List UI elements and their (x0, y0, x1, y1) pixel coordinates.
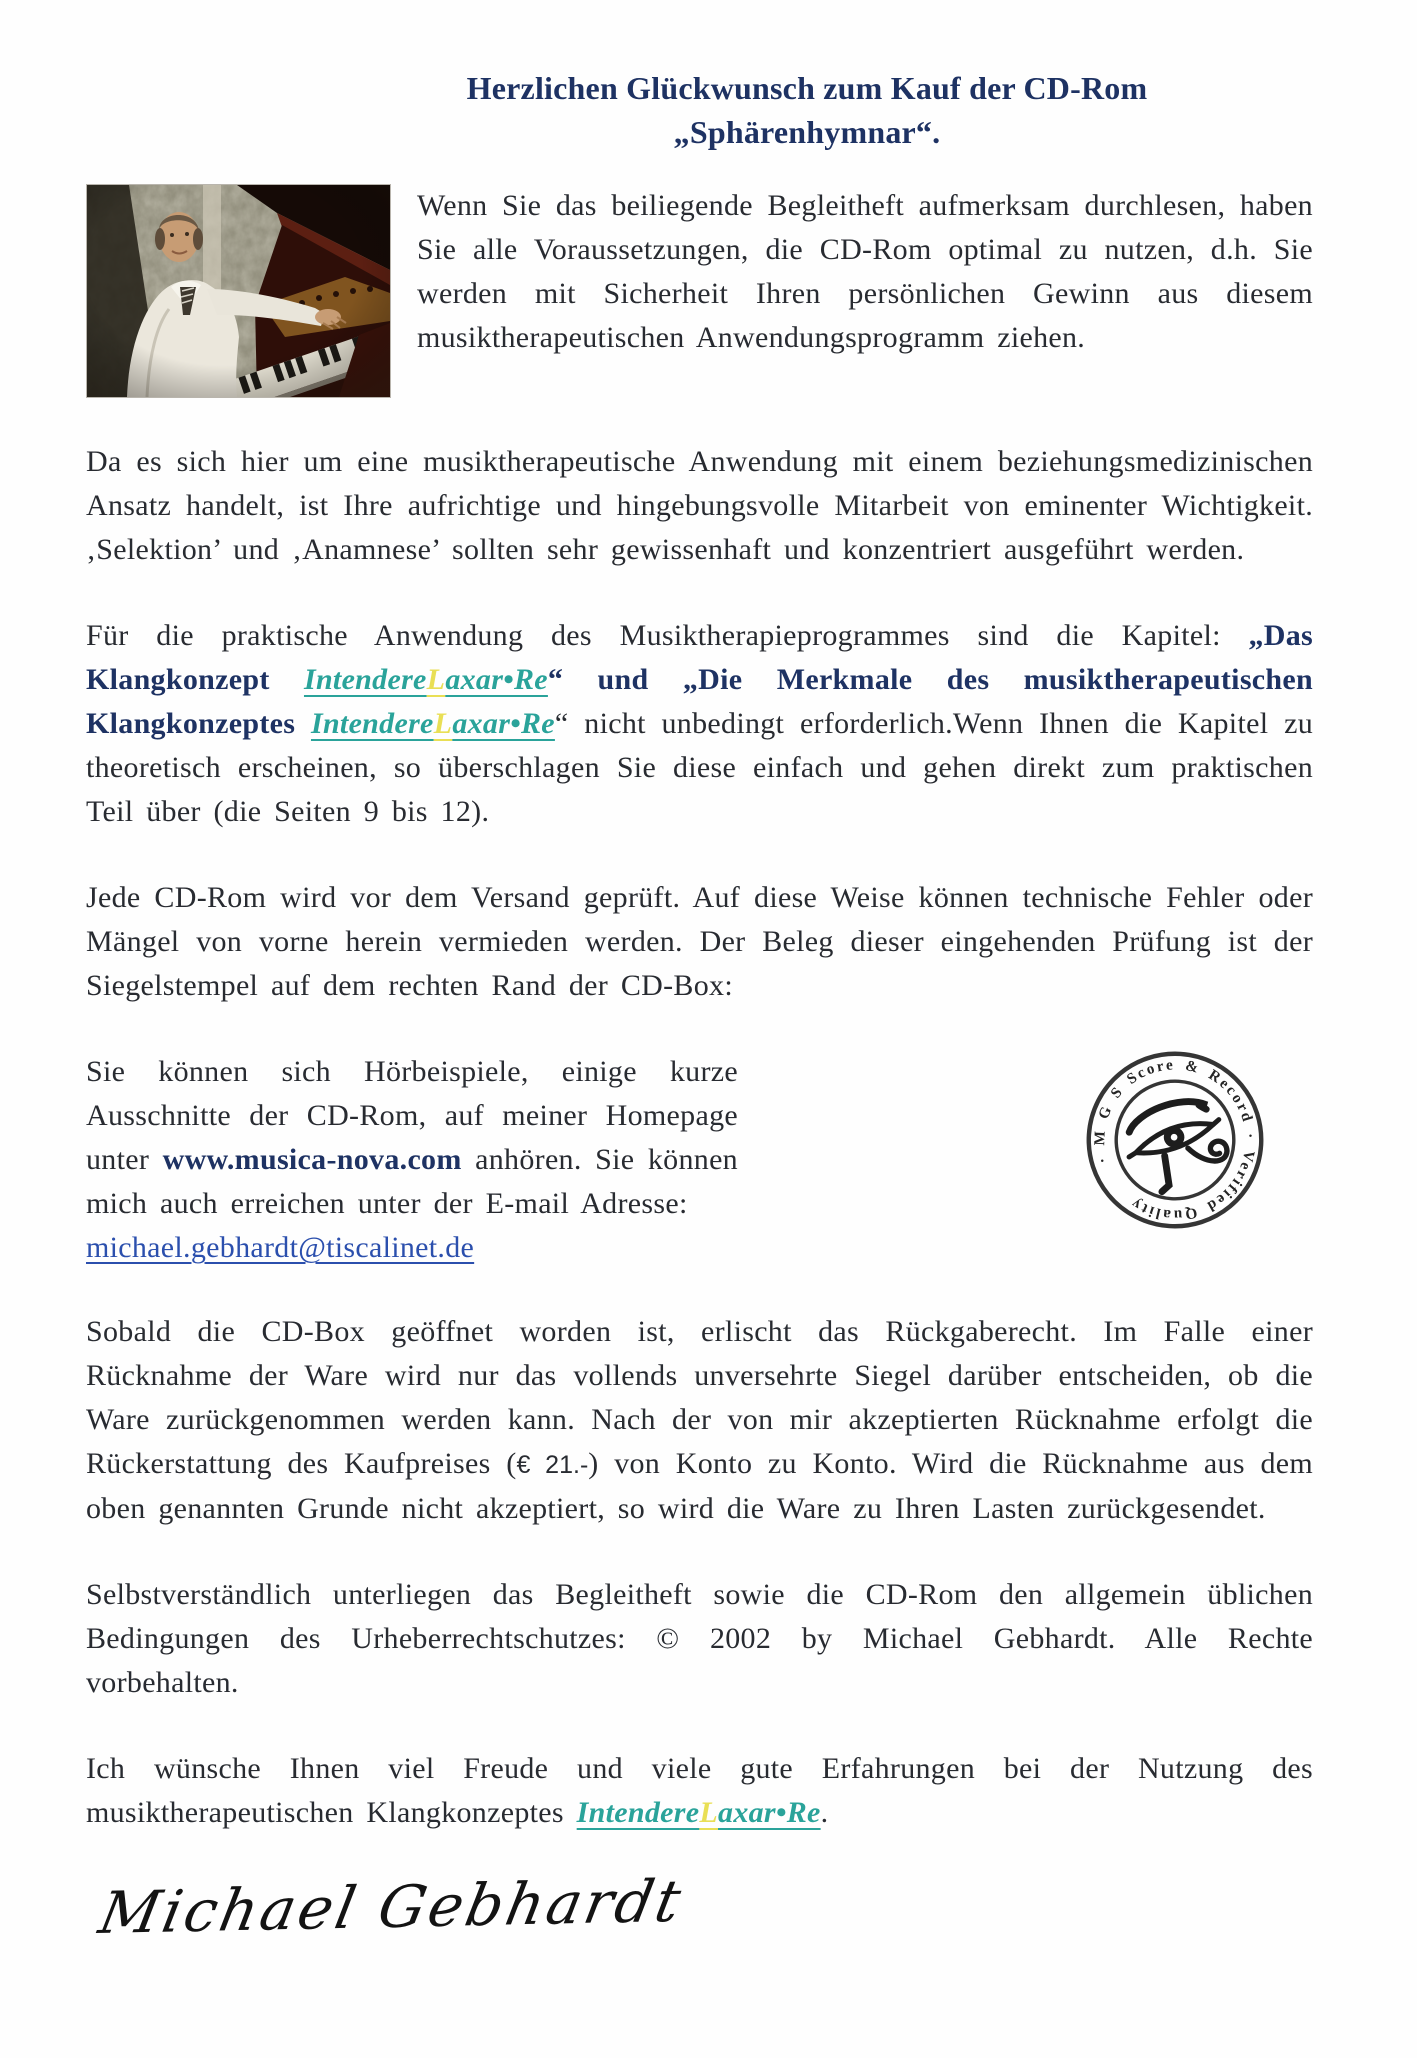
intendere-laxar-re-link-1[interactable] (304, 663, 548, 696)
author-piano-photo (86, 184, 391, 398)
kapitel-bold-die-merkmale: „Die Merkmale des musiktherapeutischen Klangkonzeptes (86, 663, 1313, 740)
kapitel-rest-text: “ nicht unbedingt erforderlich.Wenn Ihnen die Kapitel zu theoretisch erscheinen, so überschlagen Sie diese einfach und gehen direkt zum praktischen Teil über (die Seiten 9 bis 12). (86, 707, 1313, 828)
paragraph-hoerbeispiele (86, 1050, 738, 1270)
paragraph-intro: Wenn Sie das beiliegende Begleitheft aufmerksam durchlesen, haben Sie alle Voraussetzungen, die CD-Rom optimal zu nutzen, d.h. Sie werden mit Sicherheit Ihren persönlichen Gewinn aus diesem musiktherapeutischen Anwendungsprogramm ziehen. (417, 189, 1313, 354)
link-segment-teal: Intendere (576, 1796, 700, 1829)
paragraph-mitarbeit: Da es sich hier um eine musiktherapeutische Anwendung mit einem beziehungsmedizinischen Ansatz handelt, ist Ihre aufrichtige und hingebungsvolle Mitarbeit von eminenter Wichtigkeit. ‚Selektion’ und ‚Anamnese’ sollten sehr gewissenhaft und konzentriert ausgeführt werden. (86, 445, 1313, 566)
title-line-1: Herzlichen Glückwunsch zum Kauf der CD-Rom (466, 70, 1148, 106)
link-segment-teal: axar•Re (452, 707, 555, 740)
author-piano-photo-art (87, 185, 390, 397)
price-value: € 21.- (516, 1451, 589, 1479)
rueck-text-start: Sobald die CD-Box geöffnet worden ist, erlischt das Rückgaberecht. Im Falle einer Rücknahme der Ware wird nur das vollends unversehrte Siegel darüber entscheiden, ob die Ware zurückgenommen werden kann. Nach der von mir akzeptierten Rücknahme erfolgt die Rückerstattung des Kaufpreises ( (86, 1315, 1313, 1480)
link-segment-yellow: L (426, 663, 446, 696)
kapitel-bold-und: “ und (547, 663, 683, 696)
hoer-text-mid: anhören. Sie können mich auch erreichen unter der E-mail Adresse: (86, 1143, 738, 1220)
title-line-2: „Sphärenhymnar“. (673, 114, 941, 150)
quality-seal (1077, 1042, 1313, 1270)
hoerbeispiele-section (86, 1050, 1313, 1270)
page-title (301, 66, 1313, 154)
kapitel-intro-text: Für die praktische Anwendung des Musiktherapieprogrammes sind die Kapitel: (86, 619, 1249, 652)
intendere-laxar-re-link-3[interactable] (577, 1796, 821, 1829)
seal-ring-text: · M G S Score & Record · Verified Quality (1091, 1056, 1259, 1224)
intendere-laxar-re-link-2[interactable] (311, 707, 555, 740)
wunsch-text-start: Ich wünsche Ihnen viel Freude und viele gute Erfahrungen bei der Nutzung des musiktherapeutischen Klangkonzeptes (86, 1752, 1313, 1829)
homepage-url[interactable]: www.musica-nova.com (162, 1143, 462, 1176)
signature: Michael Gebhardt (94, 1866, 690, 1947)
link-segment-yellow: L (433, 707, 453, 740)
paragraph-ruecknahme (86, 1310, 1313, 1531)
hoer-text-start: Sie können sich Hörbeispiele, einige kurze Ausschnitte der CD-Rom, auf meiner Homepage unter (86, 1055, 738, 1176)
eye-of-horus-icon (1077, 1042, 1273, 1238)
link-segment-teal: axar•Re (718, 1796, 821, 1829)
link-segment-teal: Intendere (303, 663, 427, 696)
kapitel-bold-das-klangkonzept: „Das Klangkonzept (86, 619, 1313, 696)
paragraph-urheberrecht: Selbstverständlich unterliegen das Begleitheft sowie die CD-Rom den allgemein üblichen Bedingungen des Urheberrechtschutzes: © 2002 by Michael Gebhardt. Alle Rechte vorbehalten. (86, 1578, 1313, 1699)
link-segment-yellow: L (699, 1796, 719, 1829)
paragraph-kapitel (86, 614, 1313, 834)
intro-section (86, 184, 1313, 398)
paragraph-wunsch (86, 1747, 1313, 1835)
email-link[interactable]: michael.gebhardt@tiscalinet.de (86, 1231, 475, 1264)
paragraph-pruefung: Jede CD-Rom wird vor dem Versand geprüft. Auf diese Weise können technische Fehler oder Mängel von vorne herein vermieden werden. Der Beleg dieser eingehenden Prüfung ist der Siegelstempel auf dem rechten Rand der CD-Box: (86, 881, 1313, 1002)
rueck-text-end: ) von Konto zu Konto. Wird die Rücknahme aus dem oben genannten Grunde nicht akzeptiert, so wird die Ware zu Ihren Lasten zurückgesendet. (86, 1447, 1314, 1525)
wunsch-punkt: . (820, 1796, 829, 1829)
link-segment-teal: Intendere (310, 707, 434, 740)
link-segment-teal: axar•Re (445, 663, 548, 696)
